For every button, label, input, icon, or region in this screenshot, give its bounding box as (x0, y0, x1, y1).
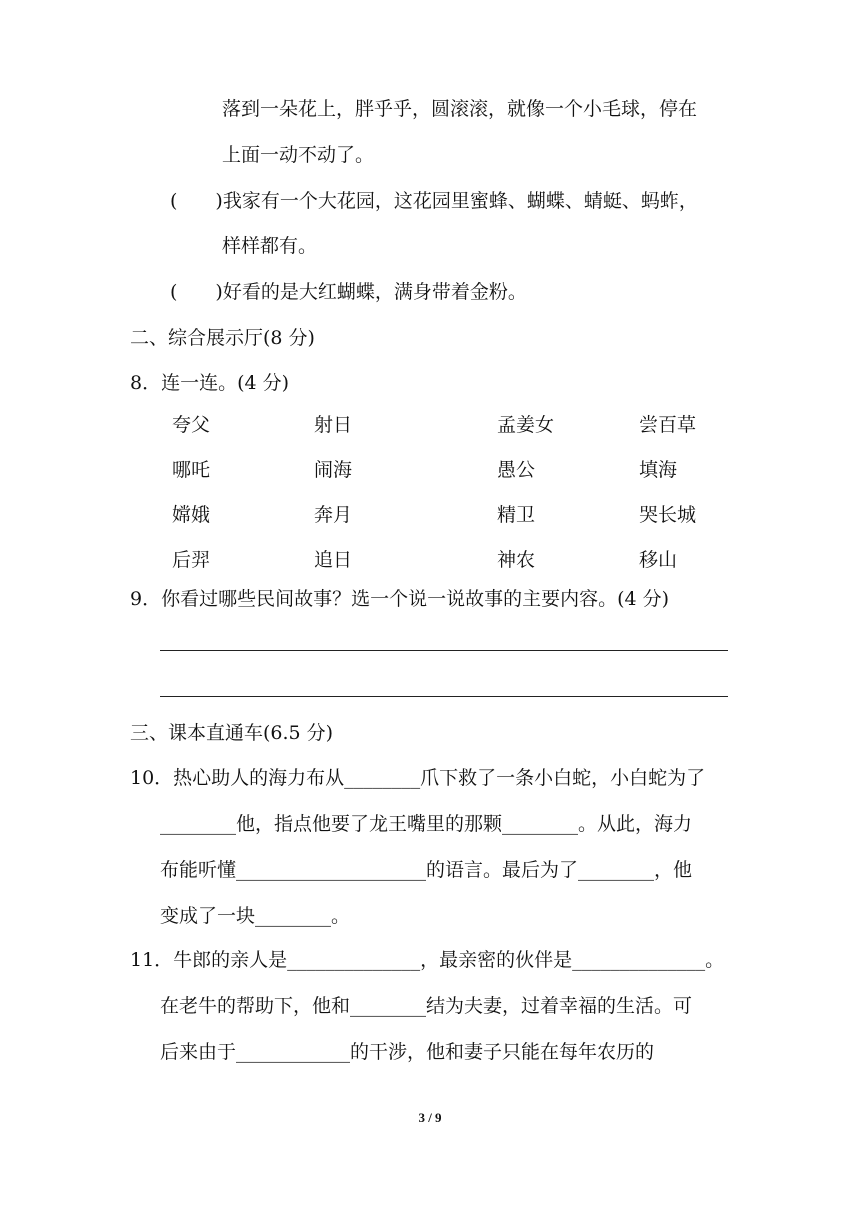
match-cell: 哪吒 (172, 459, 211, 481)
answer-line-1[interactable] (160, 650, 728, 651)
match-cell: 嫦娥 (172, 504, 211, 526)
match-cell: 闹海 (314, 459, 353, 481)
question-8: 8．连一连。(4 分) (130, 372, 290, 394)
ordering-item-2: ( )好看的是大红蝴蝶，满身带着金粉。 (170, 281, 527, 303)
match-cell: 夸父 (172, 414, 211, 436)
match-cell: 追日 (314, 549, 353, 571)
question-10-line-4: 变成了一块________。 (160, 905, 351, 927)
match-cell: 神农 (497, 549, 536, 571)
question-10-line-2: ________他，指点他要了龙王嘴里的那颗________。从此，海力 (160, 813, 693, 835)
question-11-line-1: 11．牛郎的亲人是______________，最亲密的伙伴是______________。 (130, 949, 725, 971)
match-cell: 后羿 (172, 549, 211, 571)
question-11-line-3: 后来由于____________的干涉，他和妻子只能在每年农历的 (160, 1041, 655, 1063)
match-cell: 奔月 (314, 504, 353, 526)
question-9: 9．你看过哪些民间故事？选一个说一说故事的主要内容。(4 分) (130, 588, 670, 610)
question-11-line-2: 在老牛的帮助下，他和________结为夫妻，过着幸福的生活。可 (160, 995, 693, 1017)
answer-line-2[interactable] (160, 696, 728, 697)
match-cell: 尝百草 (639, 414, 697, 436)
section-heading-2: 二、综合展示厅(8 分) (130, 327, 315, 349)
match-cell: 移山 (639, 549, 678, 571)
match-cell: 哭长城 (639, 504, 697, 526)
match-cell: 孟姜女 (497, 414, 555, 436)
page-number: 3 / 9 (418, 1110, 442, 1125)
match-cell: 愚公 (497, 459, 536, 481)
passage-line-1: 落到一朵花上，胖乎乎，圆滚滚，就像一个小毛球，停在 (222, 98, 698, 120)
ordering-item-1-cont: 样样都有。 (222, 235, 318, 257)
question-10-line-3: 布能听懂____________________的语言。最后为了________，他 (160, 859, 693, 881)
question-10-line-1: 10．热心助人的海力布从________爪下救了一条小白蛇，小白蛇为了 (130, 767, 706, 789)
section-heading-3: 三、课本直通车(6.5 分) (130, 722, 334, 744)
passage-line-2: 上面一动不动了。 (222, 144, 375, 166)
match-cell: 射日 (314, 414, 353, 436)
match-cell: 精卫 (497, 504, 536, 526)
match-cell: 填海 (639, 459, 678, 481)
ordering-item-1: ( )我家有一个大花园，这花园里蜜蜂、蝴蝶、蜻蜓、蚂蚱， (170, 190, 698, 212)
